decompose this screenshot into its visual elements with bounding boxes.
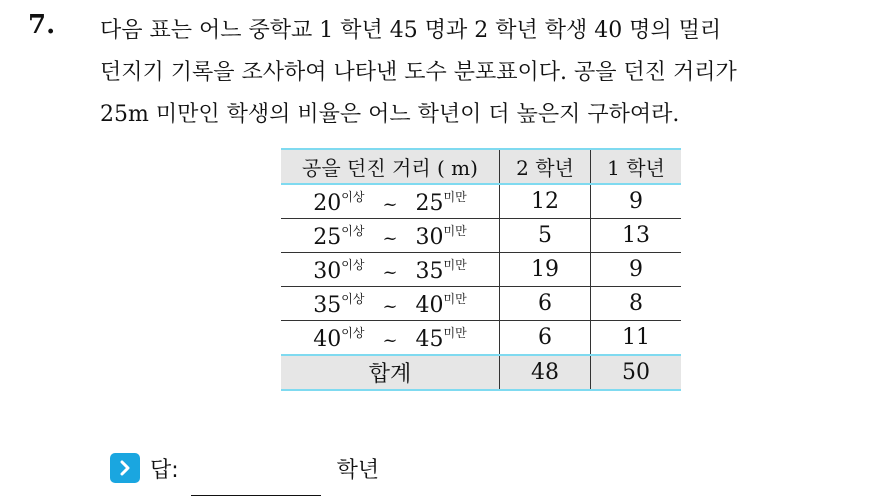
grade1-count: 8	[591, 287, 682, 321]
table-row	[281, 219, 681, 253]
table-row	[281, 321, 681, 356]
range-high-suffix: 미만	[443, 189, 467, 204]
question-line: 25m 미만인 학생의 비율은 어느 학년이 더 높은지 구하여라.	[100, 102, 680, 127]
table-total-row	[281, 355, 681, 390]
range-high-suffix: 미만	[443, 223, 467, 238]
grade2-count: 12	[500, 184, 591, 219]
grade2-count: 19	[500, 253, 591, 287]
range-value	[313, 324, 466, 352]
table-header-row	[281, 149, 681, 184]
range-high: 40	[415, 292, 444, 318]
table-row	[281, 184, 681, 219]
question-line: 던지기 기록을 조사하여 나타낸 도수 분포표이다. 공을 던진 거리가	[100, 60, 737, 85]
grade2-count: 5	[500, 219, 591, 253]
question-number: 7.	[28, 10, 56, 40]
grade1-count: 13	[591, 219, 682, 253]
range-value	[313, 256, 466, 284]
range-low-suffix: 이상	[341, 189, 365, 204]
grade1-count: 9	[591, 253, 682, 287]
header-distance: 공을 던진 거리 ( m)	[281, 149, 500, 184]
range-high-suffix: 미만	[443, 291, 467, 306]
grade2-count: 6	[500, 321, 591, 356]
range-cell	[281, 184, 500, 219]
range-cell	[281, 287, 500, 321]
range-cell	[281, 219, 500, 253]
range-low-suffix: 이상	[341, 291, 365, 306]
chevron-right-icon	[110, 453, 140, 483]
range-low: 35	[313, 292, 342, 318]
range-tilde: ~	[382, 329, 398, 351]
question-text	[100, 10, 870, 136]
grade2-count: 6	[500, 287, 591, 321]
range-tilde: ~	[382, 295, 398, 317]
question-line: 다음 표는 어느 중학교 1 학년 45 명과 2 학년 학생 40 명의 멀리	[100, 18, 722, 43]
range-high: 45	[415, 326, 444, 352]
range-high: 25	[415, 190, 444, 216]
total-grade2: 48	[500, 355, 591, 390]
range-tilde: ~	[382, 193, 398, 215]
table-row	[281, 253, 681, 287]
range-high: 35	[415, 258, 444, 284]
answer-blank[interactable]	[191, 469, 321, 496]
range-cell	[281, 321, 500, 356]
answer-unit: 학년	[336, 457, 380, 483]
answer-label: 답:	[150, 457, 179, 483]
frequency-table	[281, 148, 681, 391]
range-tilde: ~	[382, 261, 398, 283]
range-low: 25	[313, 224, 342, 250]
range-high-suffix: 미만	[443, 257, 467, 272]
range-high: 30	[415, 224, 444, 250]
header-grade2: 2 학년	[500, 149, 591, 184]
range-low: 30	[313, 258, 342, 284]
range-low-suffix: 이상	[341, 257, 365, 272]
header-grade1: 1 학년	[591, 149, 682, 184]
answer-area	[110, 450, 379, 486]
range-low: 20	[313, 190, 342, 216]
range-low-suffix: 이상	[341, 325, 365, 340]
total-grade1: 50	[591, 355, 682, 390]
grade1-count: 11	[591, 321, 682, 356]
range-value	[313, 290, 466, 318]
total-label: 합계	[281, 355, 500, 390]
range-low-suffix: 이상	[341, 223, 365, 238]
grade1-count: 9	[591, 184, 682, 219]
table-row	[281, 287, 681, 321]
range-low: 40	[313, 326, 342, 352]
range-cell	[281, 253, 500, 287]
range-value	[313, 188, 466, 216]
range-high-suffix: 미만	[443, 325, 467, 340]
range-value	[313, 222, 466, 250]
range-tilde: ~	[382, 227, 398, 249]
